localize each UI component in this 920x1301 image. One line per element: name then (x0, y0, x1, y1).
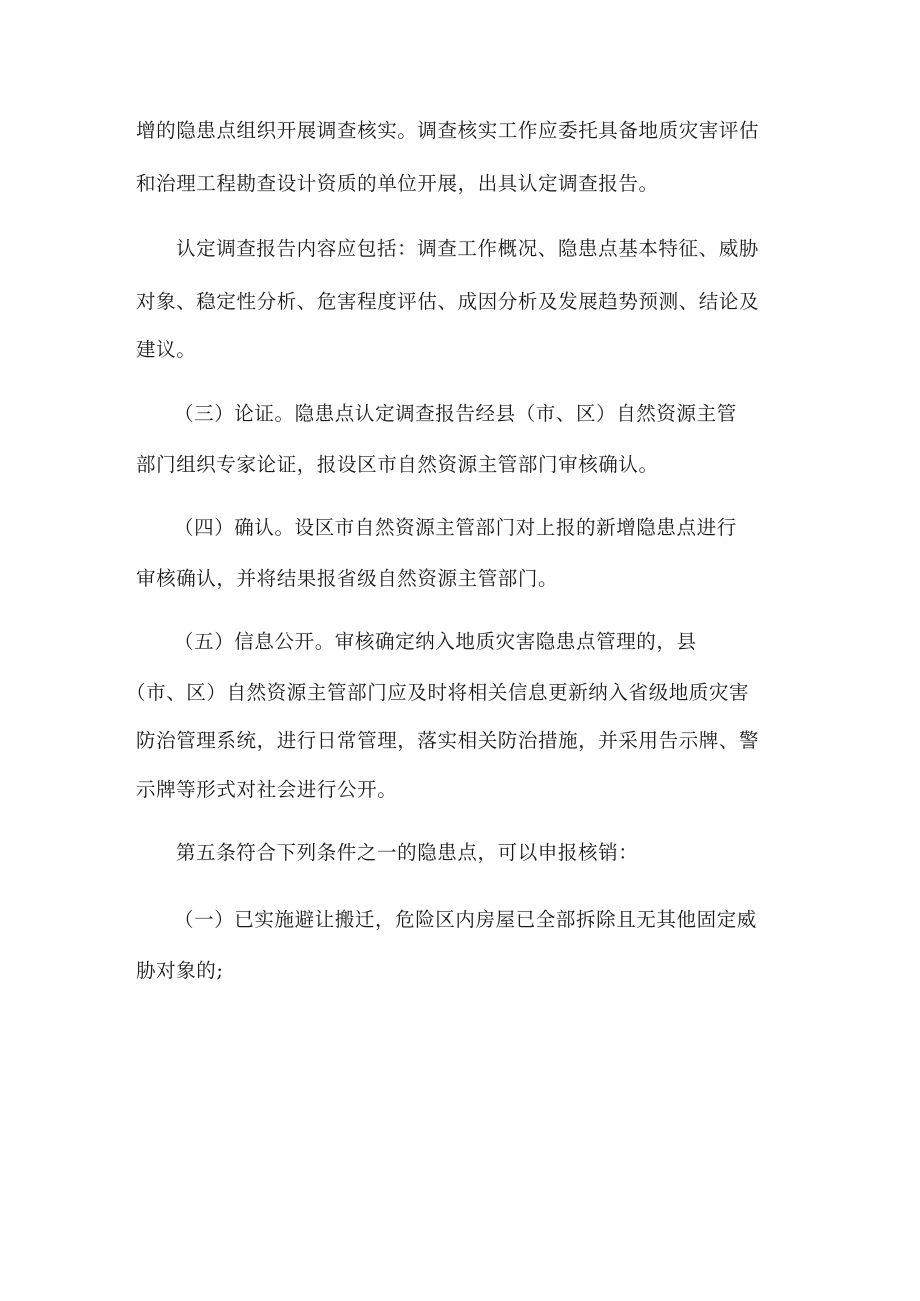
paragraph-3-line-1: （三）论证。隐患点认定调查报告经县（市、区）自然资源主管 (174, 402, 737, 425)
paragraph-5-line-2: （市、区）自然资源主管部门应及时将相关信息更新纳入省级地质灾害 (126, 681, 750, 704)
paragraph-5-line-3: 防治管理系统，进行日常管理，落实相关防治措施，并采用告示牌、警 (136, 729, 760, 752)
paragraph-2-line-2: 对象、稳定性分析、危害程度评估、成因分析及发展趋势预测、结论及 (136, 290, 760, 313)
paragraph-4-line-2: 审核确认，并将结果报省级自然资源主管部门。 (136, 567, 559, 590)
paragraph-1-line-2: 和治理工程勘查设计资质的单位开展，出具认定调查报告。 (136, 172, 659, 195)
paragraph-1-line-1: 增的隐患点组织开展调查核实。调查核实工作应委托具备地质灾害评估 (136, 119, 760, 142)
paragraph-2-line-3: 建议。 (136, 338, 197, 361)
paragraph-7-line-1: （一）已实施避让搬迁，危险区内房屋已全部拆除且无其他固定威 (174, 908, 757, 931)
paragraph-6-line-1: 第五条符合下列条件之一的隐患点，可以申报核销： (176, 841, 639, 864)
paragraph-5-line-1: （五）信息公开。审核确定纳入地质灾害隐患点管理的，县 (174, 630, 697, 653)
paragraph-5-line-4: 示牌等形式对社会进行公开。 (136, 778, 398, 801)
paragraph-7-line-2: 胁对象的; (136, 959, 224, 982)
paragraph-3-line-2: 部门组织专家论证，报设区市自然资源主管部门审核确认。 (136, 453, 659, 476)
paragraph-4-line-1: （四）确认。设区市自然资源主管部门对上报的新增隐患点进行 (174, 516, 737, 539)
paragraph-2-line-1: 认定调查报告内容应包括：调查工作概况、隐患点基本特征、威胁 (176, 237, 759, 260)
